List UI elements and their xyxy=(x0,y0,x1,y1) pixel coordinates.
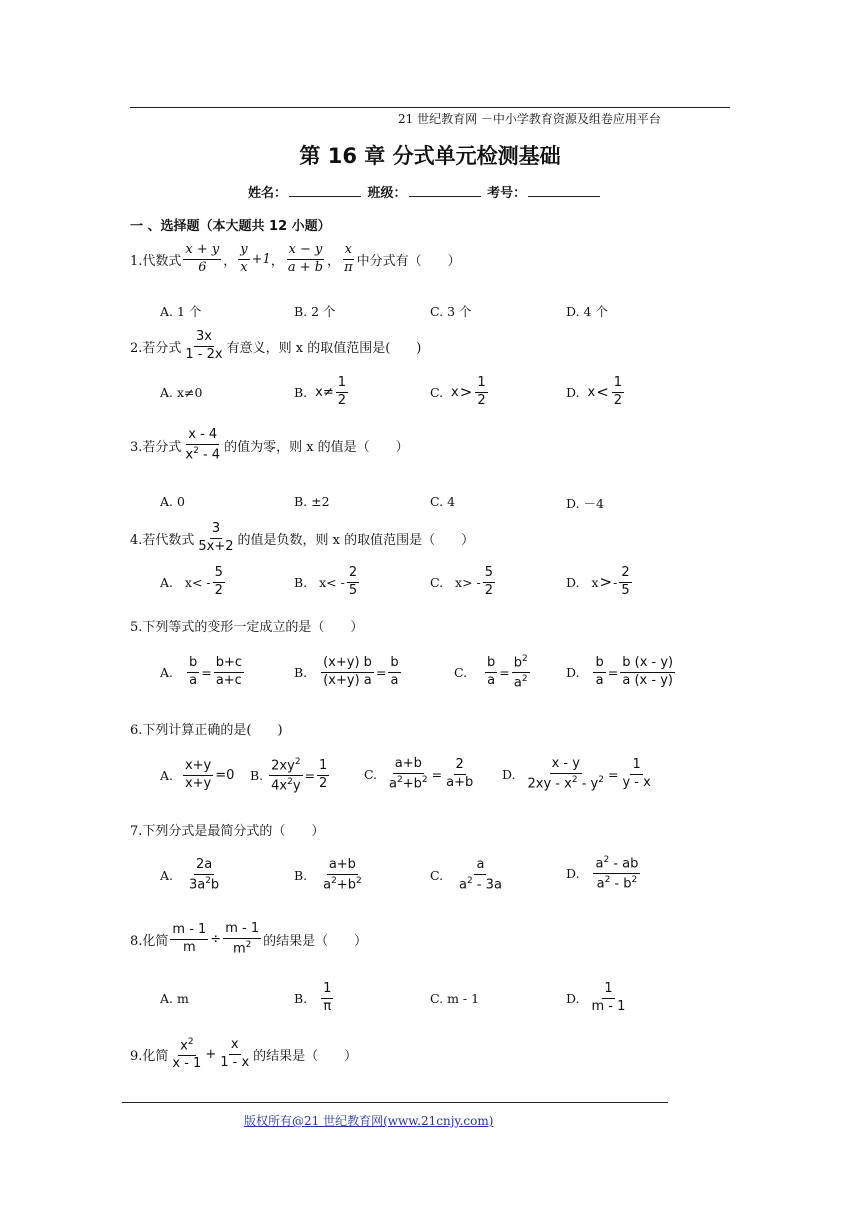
class-label: 班级： xyxy=(367,186,407,201)
q8-expr-1: $\frac{m - 1}{m}$ xyxy=(172,922,207,956)
question-1-suffix: 中分式有（ ） xyxy=(356,253,461,269)
question-9-suffix: 的结果是（ ） xyxy=(253,1049,358,1065)
q9-expr-1: $\frac{x^2}{x - 1}$ xyxy=(172,1037,202,1072)
q6-option-d[interactable]: D. $\frac{x - y}{2xy - x^2 - y^2}$ = $\frac{1}{y - x}$ xyxy=(502,756,651,792)
q6-option-c[interactable]: C. $\frac{a+b}{a^2+b^2}$ = $\frac{2}{a+b}$ xyxy=(364,756,474,792)
question-2-prefix: 2.若分式 xyxy=(130,340,182,356)
q7-option-d[interactable]: D. $\frac{a^2 - ab}{a^2 - b^2}$ xyxy=(566,855,639,892)
q6-option-a[interactable]: A. $\frac{x+y}{x+y}$ =0 xyxy=(160,758,235,791)
header-site: 21 世纪教育网 －中小学教育资源及组卷应用平台 xyxy=(398,112,661,126)
q8-option-b[interactable]: B. $\frac{1}{\pi}$ xyxy=(294,981,332,1014)
question-9: 9.化简 $\frac{x^2}{x - 1}$ + $\frac{x}{1 - x}$ 的结果是（ ） xyxy=(130,1037,358,1072)
q2-option-a[interactable]: A. x≠0 xyxy=(160,385,203,400)
footer-rule xyxy=(122,1102,668,1103)
question-1: 1.代数式 $\frac{x + y}{6}$ ， $\frac{y}{x}$ +1 ， $\frac{x - y}{a + b}$ ， $\frac{x}{\pi}$ 中分式有（ ） xyxy=(130,242,461,275)
q2-option-c[interactable]: C. x > $\frac{1}{2}$ xyxy=(430,375,486,408)
q5-option-b[interactable]: B. $\frac{(x+y) b}{(x+y) a}$ = $\frac{b}{a}$ xyxy=(294,655,399,688)
question-2-suffix: 有意义，则 x 的取值范围是( ) xyxy=(226,340,422,356)
question-9-prefix: 9.化简 xyxy=(130,1049,169,1065)
q1-option-d[interactable]: D. 4 个 xyxy=(566,304,608,319)
q1-option-c[interactable]: C. 3 个 xyxy=(430,304,472,319)
q3-option-b[interactable]: B. ±2 xyxy=(294,494,330,509)
question-4-prefix: 4.若代数式 xyxy=(130,532,195,548)
q5-option-a[interactable]: A. $\frac{b}{a}$ = $\frac{b+c}{a+c}$ xyxy=(160,655,242,688)
q8-option-d[interactable]: D. $\frac{1}{m - 1}$ xyxy=(566,981,626,1014)
section-heading: 一 、选择题（本大题共 12 小题） xyxy=(130,219,331,234)
q5-option-d[interactable]: D. $\frac{b}{a}$ = $\frac{b (x - y)}{a (x - y)}$ xyxy=(566,655,674,688)
q8-expr-2: $\frac{m - 1}{m^2}$ xyxy=(225,921,260,957)
q4-option-d[interactable]: D. x > - $\frac{2}{5}$ xyxy=(566,565,630,598)
question-8: 8.化简 $\frac{m - 1}{m}$ ÷ $\frac{m - 1}{m^2}$ 的结果是（ ） xyxy=(130,921,368,957)
q8-option-c[interactable]: C. m - 1 xyxy=(430,991,480,1006)
q4-option-c[interactable]: C. x> - $\frac{5}{2}$ xyxy=(430,565,494,598)
question-3-suffix: 的值为零，则 x 的值是（ ） xyxy=(224,440,409,456)
q4-option-a[interactable]: A. x< - $\frac{5}{2}$ xyxy=(160,565,223,598)
exam-label: 考号： xyxy=(487,186,527,201)
question-3-prefix: 3.若分式 xyxy=(130,440,182,456)
q1-expr-1: $\frac{x + y}{6}$ xyxy=(185,242,220,275)
header-rule xyxy=(130,107,730,108)
q7-option-b[interactable]: B. $\frac{a+b}{a^2+b^2}$ xyxy=(294,857,362,893)
question-7: 7.下列分式是最简分式的（ ） xyxy=(130,824,325,839)
q9-expr-2: $\frac{x}{1 - x}$ xyxy=(220,1037,250,1071)
exam-blank[interactable] xyxy=(528,184,600,197)
question-1-prefix: 1.代数式 xyxy=(130,253,182,269)
q1-expr-4: $\frac{x}{\pi}$ xyxy=(344,242,353,275)
q4-option-b[interactable]: B. x< - $\frac{2}{5}$ xyxy=(294,565,358,598)
q1-expr-3: $\frac{x - y}{a + b}$ xyxy=(287,242,324,275)
page-title: 第 16 章 分式单元检测基础 xyxy=(299,144,561,168)
q6-option-b[interactable]: B. $\frac{2xy^2}{4x^2y}$ = $\frac{1}{2}$ xyxy=(250,757,328,794)
q1-expr-2: $\frac{y}{x}$ xyxy=(240,242,248,275)
q4-expr: $\frac{3}{5x+2}$ xyxy=(198,521,234,554)
q7-option-c[interactable]: C. $\frac{a}{a^2 - 3a}$ xyxy=(430,857,502,893)
question-8-prefix: 8.化简 xyxy=(130,934,169,950)
q2-option-b[interactable]: B. x≠ $\frac{1}{2}$ xyxy=(294,375,346,408)
q2-option-d[interactable]: D. x < $\frac{1}{2}$ xyxy=(566,375,623,408)
question-6: 6.下列计算正确的是( ) xyxy=(130,723,283,738)
class-blank[interactable] xyxy=(409,184,481,197)
footer-copyright-link[interactable]: 版权所有@21 世纪教育网(www.21cnjy.com) xyxy=(244,1114,494,1128)
question-8-suffix: 的结果是（ ） xyxy=(263,934,368,950)
question-3 xyxy=(130,428,409,463)
question-5: 5.下列等式的变形一定成立的是（ ） xyxy=(130,620,364,635)
question-4-suffix: 的值是负数，则 x 的取值范围是（ ） xyxy=(237,532,475,548)
question-2 xyxy=(130,330,421,363)
q1-option-a[interactable]: A. 1 个 xyxy=(160,304,202,319)
q3-option-d[interactable]: D. －4 xyxy=(566,496,604,511)
name-blank[interactable] xyxy=(289,184,361,197)
q3-option-a[interactable]: A. 0 xyxy=(160,494,185,509)
q3-option-c[interactable]: C. 4 xyxy=(430,494,456,509)
q7-option-a[interactable]: A. $\frac{2a}{3a^2b}$ xyxy=(160,857,220,893)
q2-expr: $\frac{3x}{1 - 2x}$ xyxy=(185,329,223,362)
q8-option-a[interactable]: A. m xyxy=(160,991,189,1006)
q1-option-b[interactable]: B. 2 个 xyxy=(294,304,336,319)
q3-expr: $\frac{x - 4}{x^2 - 4}$ xyxy=(185,427,221,463)
question-4 xyxy=(130,522,474,555)
student-info xyxy=(248,182,602,201)
q5-option-c[interactable]: C. $\frac{b}{a}$ = $\frac{b^2}{a^2}$ xyxy=(454,654,528,691)
name-label: 姓名： xyxy=(248,186,288,201)
